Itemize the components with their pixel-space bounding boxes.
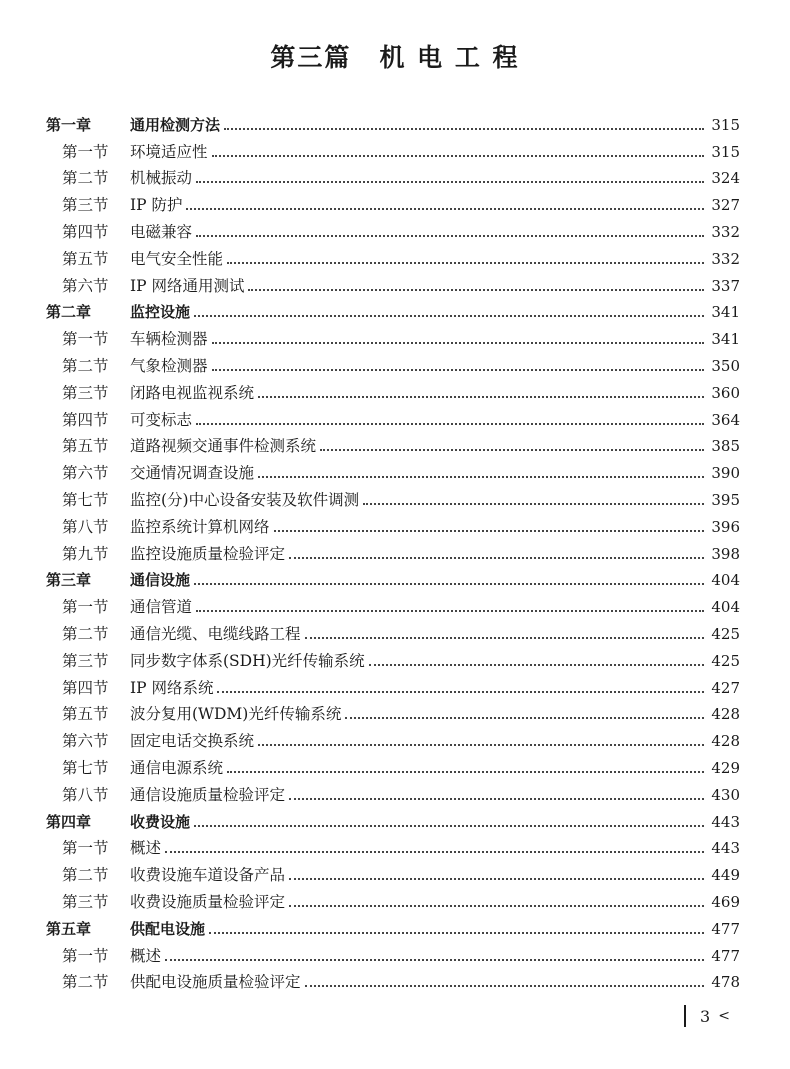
toc-section-row[interactable] [46, 537, 740, 564]
page-ref: 315 [711, 142, 740, 161]
toc-section-row[interactable] [46, 858, 740, 885]
page-ref: 327 [711, 196, 740, 215]
section-title: 交通情况调查设施 [130, 464, 255, 483]
toc-section-row[interactable] [46, 135, 740, 162]
page-ref: 469 [711, 892, 740, 911]
toc-section-row[interactable] [46, 966, 740, 993]
section-number: 第三节 [62, 196, 109, 215]
section-title: 供配电设施质量检验评定 [130, 973, 301, 992]
section-number: 第五节 [62, 705, 109, 724]
toc-section-row[interactable] [46, 376, 740, 403]
toc-section-row[interactable] [46, 939, 740, 966]
part-label: 第三篇 [270, 43, 352, 72]
page-ref: 425 [711, 624, 740, 643]
toc-section-row[interactable] [46, 671, 740, 698]
dot-leader [305, 984, 704, 987]
dot-leader [320, 448, 704, 451]
section-title: 监控(分)中心设备安装及软件调测 [130, 490, 360, 509]
dot-leader [258, 475, 704, 478]
section-number: 第一节 [62, 142, 109, 161]
section-title: 固定电话交换系统 [130, 732, 255, 751]
section-title: 通信设施质量检验评定 [130, 785, 286, 804]
section-number: 第九节 [62, 544, 109, 563]
dot-leader [194, 314, 704, 317]
dot-leader [209, 931, 704, 934]
page-ref: 404 [711, 598, 740, 617]
page-ref: 430 [711, 785, 740, 804]
section-number: 第四节 [62, 222, 109, 241]
section-title: 同步数字体系(SDH)光纤传输系统 [130, 651, 365, 670]
dot-leader [227, 261, 704, 264]
dot-leader [289, 877, 704, 880]
section-number: 第一节 [62, 839, 109, 858]
page-number: 3 [700, 1006, 711, 1026]
page-ref: 360 [711, 383, 740, 402]
table-of-contents [46, 108, 740, 992]
section-number: 第三节 [62, 651, 109, 670]
chapter-number: 第三章 [46, 571, 92, 590]
section-title: 气象检测器 [130, 356, 208, 375]
section-title: 监控系统计算机网络 [130, 517, 270, 536]
dot-leader [186, 207, 704, 210]
dot-leader [196, 180, 704, 183]
toc-section-row[interactable] [46, 322, 740, 349]
dot-leader [363, 502, 704, 505]
toc-section-row[interactable] [46, 644, 740, 671]
page-ref: 337 [711, 276, 740, 295]
section-number: 第二节 [62, 973, 109, 992]
section-number: 第二节 [62, 624, 109, 643]
section-number: 第一节 [62, 330, 109, 349]
section-title: 闭路电视监视系统 [130, 383, 255, 402]
chapter-title: 监控设施 [130, 303, 191, 322]
toc-section-row[interactable] [46, 456, 740, 483]
section-title: 车辆检测器 [130, 330, 208, 349]
dot-leader [227, 770, 704, 773]
dot-leader [196, 422, 704, 425]
toc-section-row[interactable] [46, 349, 740, 376]
toc-section-row[interactable] [46, 403, 740, 430]
section-title: 电磁兼容 [130, 222, 193, 241]
page-ref: 315 [711, 115, 740, 134]
toc-section-row[interactable] [46, 510, 740, 537]
section-number: 第五节 [62, 249, 109, 268]
section-title: 波分复用(WDM)光纤传输系统 [130, 705, 342, 724]
dot-leader [165, 850, 704, 853]
toc-section-row[interactable] [46, 269, 740, 296]
section-number: 第五节 [62, 437, 109, 456]
toc-section-row[interactable] [46, 751, 740, 778]
page-ref: 427 [711, 678, 740, 697]
chapter-title: 收费设施 [130, 812, 191, 831]
page-ref: 390 [711, 464, 740, 483]
toc-section-row[interactable] [46, 162, 740, 189]
section-title: 概述 [130, 839, 162, 858]
section-number: 第二节 [62, 169, 109, 188]
toc-section-row[interactable] [46, 242, 740, 269]
dot-leader [289, 904, 704, 907]
toc-chapter-row[interactable] [46, 108, 740, 135]
section-title: IP 网络通用测试 [130, 276, 245, 295]
section-number: 第七节 [62, 490, 109, 509]
section-title: 概述 [130, 946, 162, 965]
section-number: 第六节 [62, 464, 109, 483]
page-ref: 443 [711, 812, 740, 831]
dot-leader [212, 341, 704, 344]
dot-leader [196, 234, 704, 237]
toc-chapter-row[interactable] [46, 296, 740, 323]
toc-section-row[interactable] [46, 698, 740, 725]
part-name: 机 电 工 程 [379, 43, 520, 72]
page-ref: 385 [711, 437, 740, 456]
dot-leader [217, 690, 704, 693]
section-number: 第二节 [62, 866, 109, 885]
section-title: 可变标志 [130, 410, 193, 429]
page-ref: 429 [711, 758, 740, 777]
toc-section-row[interactable] [46, 430, 740, 457]
chapter-number: 第四章 [46, 812, 92, 831]
toc-chapter-row[interactable] [46, 805, 740, 832]
section-title: 收费设施车道设备产品 [130, 866, 286, 885]
dot-leader [289, 797, 704, 800]
dot-leader [274, 529, 704, 532]
section-number: 第三节 [62, 892, 109, 911]
section-number: 第六节 [62, 732, 109, 751]
section-title: 机械振动 [130, 169, 193, 188]
page-ref: 395 [711, 490, 740, 509]
dot-leader [224, 127, 704, 130]
dot-leader [248, 288, 704, 291]
toc-section-row[interactable] [46, 832, 740, 859]
page-ref: 428 [711, 732, 740, 751]
section-title: 收费设施质量检验评定 [130, 892, 286, 911]
toc-section-row[interactable] [46, 188, 740, 215]
toc-section-row[interactable] [46, 885, 740, 912]
dot-leader [212, 154, 704, 157]
section-number: 第二节 [62, 356, 109, 375]
section-number: 第六节 [62, 276, 109, 295]
dot-leader [212, 368, 704, 371]
page-marker-icon: < [718, 1008, 730, 1024]
page-ref: 477 [711, 919, 740, 938]
chapter-title: 供配电设施 [130, 919, 206, 938]
dot-leader [196, 609, 704, 612]
toc-chapter-row[interactable] [46, 564, 740, 591]
chapter-title: 通用检测方法 [130, 115, 221, 134]
page-ref: 341 [711, 303, 740, 322]
dot-leader [289, 556, 704, 559]
toc-chapter-row[interactable] [46, 912, 740, 939]
toc-section-row[interactable] [46, 778, 740, 805]
section-title: 通信管道 [130, 598, 193, 617]
page-ref: 350 [711, 356, 740, 375]
section-title: 电气安全性能 [130, 249, 224, 268]
page-ref: 324 [711, 169, 740, 188]
section-number: 第三节 [62, 383, 109, 402]
section-number: 第八节 [62, 785, 109, 804]
toc-section-row[interactable] [46, 483, 740, 510]
page-ref: 364 [711, 410, 740, 429]
section-number: 第八节 [62, 517, 109, 536]
dot-leader [305, 636, 704, 639]
page-ref: 332 [711, 249, 740, 268]
section-title: 通信光缆、电缆线路工程 [130, 624, 301, 643]
section-title: IP 网络系统 [130, 678, 214, 697]
dot-leader [345, 716, 704, 719]
toc-section-row[interactable] [46, 617, 740, 644]
section-number: 第一节 [62, 598, 109, 617]
page-ref: 332 [711, 222, 740, 241]
dot-leader [194, 582, 704, 585]
chapter-title: 通信设施 [130, 571, 191, 590]
dot-leader [258, 395, 704, 398]
page-ref: 477 [711, 946, 740, 965]
dot-leader [194, 824, 704, 827]
dot-leader [369, 663, 704, 666]
section-number: 第七节 [62, 758, 109, 777]
page-ref: 478 [711, 973, 740, 992]
part-title [0, 38, 790, 74]
section-number: 第四节 [62, 410, 109, 429]
dot-leader [258, 743, 704, 746]
chapter-number: 第一章 [46, 115, 92, 134]
page-ref: 428 [711, 705, 740, 724]
page-ref: 443 [711, 839, 740, 858]
page-ref: 398 [711, 544, 740, 563]
toc-section-row[interactable] [46, 590, 740, 617]
dot-leader [165, 958, 704, 961]
section-title: 监控设施质量检验评定 [130, 544, 286, 563]
section-number: 第一节 [62, 946, 109, 965]
toc-section-row[interactable] [46, 215, 740, 242]
section-number: 第四节 [62, 678, 109, 697]
section-title: IP 防护 [130, 196, 183, 215]
section-title: 通信电源系统 [130, 758, 224, 777]
chapter-number: 第二章 [46, 303, 92, 322]
page-ref: 341 [711, 330, 740, 349]
section-title: 道路视频交通事件检测系统 [130, 437, 317, 456]
folio-divider [684, 1005, 686, 1027]
toc-section-row[interactable] [46, 724, 740, 751]
page-ref: 449 [711, 866, 740, 885]
chapter-number: 第五章 [46, 919, 92, 938]
section-title: 环境适应性 [130, 142, 208, 161]
page-ref: 396 [711, 517, 740, 536]
page-ref: 425 [711, 651, 740, 670]
folio [684, 1004, 730, 1028]
page-ref: 404 [711, 571, 740, 590]
